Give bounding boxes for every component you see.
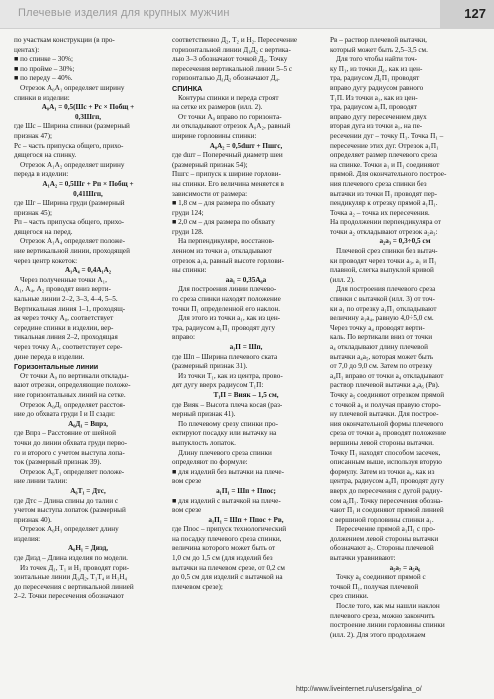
text-line: 2–2. Точки пересечения обозначают — [14, 592, 124, 601]
text-line: ■ по пройме – 30%; — [14, 64, 75, 73]
text-line: Отрезок А₀Т₁ определяет положе- — [20, 467, 125, 476]
formula-line: а₁П₁ = Шп + Ппос + Рв, — [208, 515, 284, 524]
text-line: Точка а₂ – точка их пересечения. — [330, 208, 430, 217]
text-line: вправо дугу радиусом равного — [330, 83, 424, 92]
text-line: (илл. 2). — [330, 275, 355, 284]
text-line: выпуклость лопаток. — [172, 438, 236, 447]
text-line: где Ппос – припуск технологический — [172, 525, 287, 534]
text-line: го среза спинки находят положение — [172, 295, 281, 304]
text-line: тра, радиусом а₁П₁ проводят дугу — [172, 323, 276, 332]
text-line: ресечении дуг – точку П₁. Точка П₁ – — [330, 131, 444, 140]
text-line: ны спинки: — [172, 266, 207, 275]
text-line: Через точку а₄ проводят верти- — [330, 323, 425, 332]
text-line: а₄ откладывают длину плечевой — [330, 343, 428, 351]
text-line: где Шс – Ширина спинки (размерный — [14, 122, 130, 131]
text-line: где Шп – Ширина плечевого ската — [172, 352, 278, 361]
text-line: учетом выступа лопаток (размерный — [14, 506, 126, 515]
text-line: ектируют посадку или вытачку на — [172, 429, 277, 438]
text-line: ние линии талии: — [14, 477, 68, 486]
text-line: Отрезок А₁А₂ определяет ширину — [20, 160, 125, 169]
text-line: ния плечевого среза спинки без — [330, 179, 427, 188]
text-line: вверх до пересечения с дугой радиу- — [330, 486, 443, 495]
column-1 — [14, 36, 162, 682]
formula-line: а₂а₃ = 0,3÷0,5 см — [379, 237, 431, 246]
text-line: На перпендикуляре, восстанов- — [178, 237, 275, 246]
text-line: построение линии горловины спинки — [330, 621, 445, 630]
text-line: с точкой а₆ и получая правую сторо- — [330, 400, 441, 409]
page-header — [0, 0, 494, 29]
text-line: дине переда в изделии. — [14, 352, 85, 361]
column-3 — [330, 36, 480, 682]
text-line: вом срезе — [172, 477, 202, 486]
text-line: где Вияк – Высота плеча косая (раз- — [172, 400, 283, 409]
text-line: ■ 1,8 см – для размера по обхвату — [172, 199, 275, 208]
formula-line: А₀Н₁ = Дизд, — [67, 544, 109, 553]
text-line: После того, как мы нашли наклон — [336, 602, 440, 611]
text-line: до пересечения с вертикальной линией — [14, 582, 134, 591]
text-line: величину а₁а₄, равную 4,0÷5,0 см. — [330, 314, 434, 323]
text-line: Отрезок А₁А₄ определяет положе- — [20, 237, 125, 246]
text-line: ая через точку А₀, соответствует — [14, 314, 114, 323]
text-line: Рп – часть припуска общего, прихо- — [14, 218, 125, 227]
text-line: Пшгс – припуск к ширине горлови- — [172, 170, 281, 179]
text-line: прямой. Для окончательного построе- — [330, 170, 447, 179]
text-line: на спинке. Точки а₁ и П₁ соединяют — [330, 160, 440, 169]
text-line: точки П₁ определенной его наклон. — [172, 304, 281, 313]
text-line: вправо дугу пересечением двух — [330, 112, 427, 121]
formula-line: А₁А₂ = 0,5Шг + Рп × Побщ + — [42, 179, 134, 188]
text-line: горизонтальной линии Д₁Д₂ с вертика- — [172, 45, 291, 54]
text-line: по участкам конструкции (в про- — [14, 36, 115, 44]
page-number-box — [440, 0, 494, 28]
formula-line: а₅а₇ = а₅а₆ — [389, 563, 421, 572]
text-line: Пересечение прямой а₁П₁ с про- — [336, 525, 436, 534]
text-line: тикальная линия 2–2, проходящая — [14, 333, 118, 342]
text-line: вторая дуга из точки а₁, на пе- — [330, 122, 423, 131]
text-line: По плечевому срезу спинки про- — [178, 419, 279, 428]
text-line: От точки А₀ вправо по горизонта- — [178, 112, 282, 121]
formula-line: А₀Т₁ = Дтс, — [70, 486, 106, 495]
text-line: Для построения линии плечево- — [178, 285, 277, 294]
text-line: где Шг – Ширина груди (размерный — [14, 199, 125, 208]
text-line: Отрезок А₀Д₁ определяет расстоя- — [20, 400, 126, 409]
text-line: (размерный признак 31). — [172, 362, 248, 371]
formula-line: аа₁ = 0,35А₀а — [225, 275, 267, 284]
text-line: ны спинки. Его величина меняется в — [172, 179, 284, 188]
formula-line: А₀Д₁ = Впрз, — [68, 419, 108, 428]
text-line: раствор плечевой вытачки а₄а₆ (Рв). — [330, 381, 440, 390]
text-line: вытачки на плечевом срезе, от 0,2 см — [172, 563, 285, 572]
text-line: Для этого из точки а₁, как из цен- — [178, 314, 281, 323]
text-line: вправо: — [172, 333, 195, 342]
text-line: обозначают а₇. Стороны плечевой — [330, 544, 434, 553]
text-line: тра, радиусом а₁П, проводят — [330, 103, 417, 112]
text-line: плечевого среза, можно закончить — [330, 611, 435, 620]
text-line: зависимости от размера: — [172, 189, 248, 198]
text-line: центах): — [14, 45, 40, 54]
text-line: груди 124; — [172, 208, 204, 217]
page-number: 127 — [464, 6, 486, 21]
text-line: ку П₁, из точки Д₁, как из цен- — [330, 64, 423, 73]
text-columns — [14, 36, 480, 682]
text-line: точки до линии обхвата груди перво- — [14, 438, 127, 447]
formula-line: а₁П = Шп, — [229, 343, 263, 351]
text-line: среза от точки а₆ проводят положение — [330, 429, 446, 438]
text-line: чают П₁ и соединяют прямой линией — [330, 506, 444, 515]
text-line: ■ для изделий с вытачкой на плече- — [172, 496, 281, 505]
text-line: вытачки а₄а₅, которая может быть — [330, 352, 434, 361]
text-line: ток (размерный признак 39). — [14, 458, 102, 467]
text-line: Т₁П. Из точки а₁, как из цен- — [330, 93, 418, 102]
text-line: От точки А₀ по вертикали отклады- — [20, 371, 129, 380]
footer-url: http://www.liveinternet.ru/users/galina_o/ — [296, 686, 422, 693]
text-line: А₁, А₄, А₂ проводят вниз верти- — [14, 285, 111, 294]
text-line: где Дтс – Длина спины до талии с — [14, 496, 119, 505]
text-line: Через полученные точки А₁, — [20, 275, 107, 284]
text-line: лью 3–3 обозначают точкой Д₃. Точку — [172, 55, 288, 64]
text-line: Контуры спинки и переда строят — [178, 93, 279, 102]
text-line: ■ по переду – 40%. — [14, 74, 73, 83]
text-line: отрезок a₁a, равный высоте горлови- — [172, 256, 284, 265]
text-line: кальные линии 2–2, 3–3, 4–4, 5–5. — [14, 295, 118, 304]
text-line: Плечевой срез спинки без вытач- — [336, 247, 438, 256]
text-line: тра, радиусом Д₁П₁ проводят — [330, 74, 420, 83]
text-line: где Впрз – Расстояние от шейной — [14, 429, 116, 438]
text-line: ну плечевой вытачки. Для построе- — [330, 410, 439, 419]
text-line: ленном из точки а₁ откладывают — [172, 247, 272, 256]
text-line: от 7,0 до 9,0 см. Затем по отрезку — [330, 362, 433, 371]
text-line: мерный признак 41). — [172, 410, 236, 419]
text-line: пересечения вертикальной линии 5–5 с — [172, 64, 293, 73]
text-line: горизонталью Д₁Д₂ обозначают Д₄. — [172, 74, 280, 83]
text-line: Точку П₁ находят способом засечек, — [330, 448, 441, 457]
text-line: на сетке их размеров (илл. 2). — [172, 103, 263, 112]
text-line: вом срезе — [172, 506, 202, 515]
text-line: Точку а₆ соединяют прямой с — [336, 573, 426, 582]
text-line: признак 40). — [14, 515, 52, 524]
formula-line: а₁П₁ = Шп + Ппос; — [216, 486, 276, 495]
text-line: вытачки из точки П₁ проводят пер- — [330, 189, 437, 198]
text-line: через центр кокеток: — [14, 256, 78, 265]
column-2 — [172, 36, 320, 682]
text-line: Из точек Д₁, Т₁ и Н₁ проводят гори- — [20, 563, 130, 572]
text-line: ■ 2,0 см – для размера по обхвату — [172, 218, 275, 227]
text-line: плавной, слегка выпуклой кривой — [330, 266, 434, 275]
text-line: ширине горловины спинки: — [172, 131, 257, 140]
text-line: дящегося на спинку. — [14, 151, 77, 160]
formula-line: А₀А₁ = 0,5(Шс + Рс × Побщ + — [41, 103, 135, 112]
section-heading: СПИНКА — [172, 83, 203, 93]
text-line: спинки с вытачкой (илл. 3) от точ- — [330, 295, 435, 304]
text-line: ния окончательной формы плечевого — [330, 419, 444, 428]
text-line: Вертикальная линия 1–1, проходящ- — [14, 304, 126, 313]
text-line: 1,0 см до 1,5 см (для изделий без — [172, 554, 273, 563]
text-line: центра, радиусом а₆П₁ проводят дугу — [330, 477, 445, 486]
text-line: точки а₂ откладывают отрезок а₂а₃: — [330, 227, 438, 236]
text-line: (размерный признак 54); — [172, 160, 248, 169]
text-line: спинки в изделии: — [14, 93, 70, 102]
text-line: вытачки уравнивают: — [330, 554, 396, 563]
text-line: признак 47); — [14, 131, 53, 140]
formula-line: 0,41Шгп, — [73, 189, 103, 198]
text-line: пендикуляр к отрезку прямой а₁П₁. — [330, 199, 438, 208]
text-line: груди 128. — [172, 227, 204, 236]
text-line: изделия: — [14, 534, 41, 543]
text-line: определяет размер плечевого среза — [330, 151, 438, 160]
formula-line: Т₁П = Вияк – 1,5 см, — [213, 390, 279, 399]
text-line: ние до обхвата груди I и II сзади: — [14, 410, 116, 419]
text-line: переда в изделии: — [14, 170, 69, 179]
section-heading: Горизонтальные линии — [14, 362, 99, 372]
text-line: каль. По вертикали вниз от точки — [330, 333, 433, 342]
text-line: должением левой стороны вытачки — [330, 534, 439, 543]
text-line: вершины левой стороны вытачки. — [330, 438, 434, 447]
formula-line: А₁А₄ = 0,4А₁А₂ — [64, 266, 112, 275]
text-line: вают отрезки, определяющие положе- — [14, 381, 131, 390]
text-line: который может быть 2,5–3,5 см. — [330, 45, 428, 54]
text-line: Отрезок А₀А₁ определяет ширину — [20, 83, 125, 92]
text-line: ние вертикальной линии, проходящей — [14, 247, 130, 256]
text-line: ние горизонтальных линий на сетке. — [14, 390, 126, 399]
text-line: середине спинки в изделии, вер- — [14, 323, 114, 332]
text-line: признак 45); — [14, 208, 53, 217]
text-line: дят дугу вверх радиусом Т₁П: — [172, 381, 264, 390]
text-line: Рс – часть припуска общего, прихо- — [14, 141, 124, 150]
text-line: ■ для изделий без вытачки на плече- — [172, 467, 285, 476]
text-line: сом а₆П₁. Точку пересечения обозна- — [330, 496, 443, 505]
text-line: через точку А₁, соответствует сере- — [14, 343, 123, 351]
text-line: срез спинки. — [330, 592, 369, 601]
formula-line: 0,3Шгп, — [74, 112, 102, 121]
text-line: формулу. Затем из точки а₆, как из — [330, 467, 435, 476]
text-line: На продолжении перпендикуляра от — [330, 218, 441, 227]
text-line: Длину плечевого среза спинки — [178, 448, 272, 457]
text-line: ки проводят через точки а₃, а₁ и П₁ — [330, 256, 437, 265]
text-line: Рв – раствор плечевой вытачки, — [330, 36, 427, 44]
text-line: где Дизд – Длина изделия по модели. — [14, 554, 128, 563]
text-line: описанным выше, используя вторую — [330, 458, 442, 467]
text-line: дящегося на перед. — [14, 227, 73, 236]
text-line: на посадку плечевого среза спинки, — [172, 534, 282, 543]
text-line: где dшт – Поперечный диаметр шеи — [172, 151, 283, 160]
text-line: ки а₁ по отрезку а₁П₁ откладывают — [330, 304, 437, 313]
text-line: (илл. 2). Для этого продолжаем — [330, 630, 426, 639]
text-line: определяют по формуле: — [172, 458, 248, 467]
text-line: го и второго с учетом выступа лопа- — [14, 448, 125, 457]
text-line: зонтальные линии Д₁Д₂, Т₁Т₄ и Н₁Н₄ — [14, 573, 128, 582]
text-line: Отрезок А₀Н₁ определяет длину — [20, 525, 119, 534]
text-line: Для построения плечевого среза — [336, 285, 436, 294]
text-line: Для того чтобы найти точ- — [336, 55, 418, 64]
text-line: соответственно Д₂, Т₂ и Н₂. Пересечение — [172, 36, 298, 44]
text-line: ■ по спинке – 30%; — [14, 55, 73, 64]
text-line: а₄П₁ вправо от точки а₄ откладывают — [330, 371, 444, 380]
text-line: Из точки Т₁, как из центра, прово- — [178, 371, 283, 380]
text-line: до 0,5 см для изделий с вытачкой на — [172, 573, 283, 582]
text-line: с вершиной горловины спинки а₁. — [330, 515, 434, 524]
running-title: Плечевые изделия для крупных мужчин — [18, 7, 230, 19]
text-line: плечевом срезе); — [172, 582, 223, 591]
text-line: ли откладывают отрезок А₀А₂, равный — [172, 122, 291, 131]
text-line: пересечение этих дуг. Отрезок а₁П₁ — [330, 141, 439, 150]
text-line: Точку а₅ соединяют отрезком прямой — [330, 390, 445, 399]
text-line: точкой П₁, получая плечевой — [330, 582, 419, 591]
text-line: величина которого может быть от — [172, 544, 276, 553]
formula-line: А₀А₂ = 0,5dшт + Пшгс, — [209, 141, 283, 150]
